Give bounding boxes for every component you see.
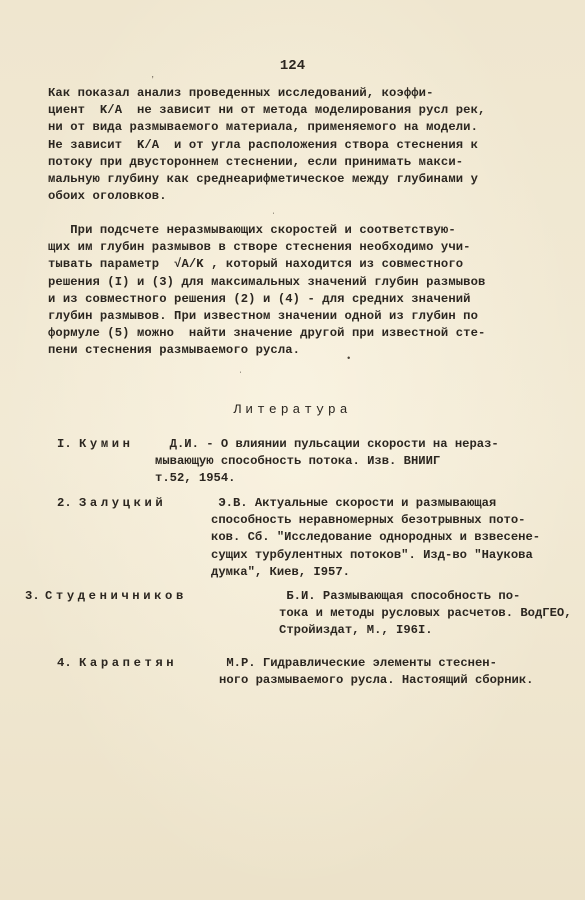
reference-author: Студеничников [45, 589, 187, 603]
reference-number: 2. [57, 496, 72, 510]
reference-text: М.Р. Гидравлические элементы стеснен- ного размываемого русла. Настоящий сборник. [219, 656, 534, 688]
page-number: 124 [279, 58, 306, 74]
reference-item [57, 495, 541, 585]
paragraph-velocities: При подсчете неразмывающих скоростей и соответствую- щих им глубин размывов в створе стеснения необходимо учи- тывать параметр √A/K , который находится из совместного решения (I) и (3) для максимальных значений глубин размывов и из совместного решения (2) и (4) - для средних значений глубин размывов. При известном значении одной из глубин по формуле (5) можно найти значение другой при известной сте- пени стеснения размываемого русла. [48, 223, 486, 358]
scan-speck: ˈ [271, 212, 277, 222]
reference-text: Б.И. Размывающая способность по- тока и методы русловых расчетов. ВодГЕО, Стройиздат, М., I96I. [279, 589, 572, 638]
reference-item [25, 588, 572, 648]
scan-speck: ʼ [150, 76, 156, 86]
reference-author: Залуцкий [79, 496, 167, 510]
reference-author: Карапетян [79, 656, 178, 670]
reference-item [57, 436, 527, 496]
reference-text: Д.И. - О влиянии пульсации скорости на нераз- мывающую способность потока. Изв. ВНИИГ т.52, 1954. [155, 437, 499, 486]
reference-text: Э.В. Актуальные скорости и размывающая способность неравномерных безотрывных пото- ков. Сб. "Исследование однородных и взвесене- сущих турбулентных потоков". Изд-во "Наукова думка", Киев, I957. [211, 496, 541, 579]
paragraph-coefficient: Как показал анализ проведенных исследований, коэффи- циент K/A не зависит ни от метода моделирования русл рек, ни от вида размываемого материала, применяемого на модели. Не зависит K/A и от угла расположения створа стеснения к потоку при двустороннем стеснении, если принимать макси- мальную глубину как среднеарифметическое между глубинами у обоих оголовков. [48, 86, 486, 204]
reference-number: 4. [57, 656, 72, 670]
references-heading: Литература [233, 402, 352, 417]
reference-author: Кумин [79, 437, 134, 451]
reference-number: 3. [25, 589, 40, 603]
reference-number: I. [57, 437, 72, 451]
reference-item [57, 655, 534, 695]
scan-speck: • [346, 354, 352, 364]
scan-speck: ˈ [238, 371, 244, 381]
